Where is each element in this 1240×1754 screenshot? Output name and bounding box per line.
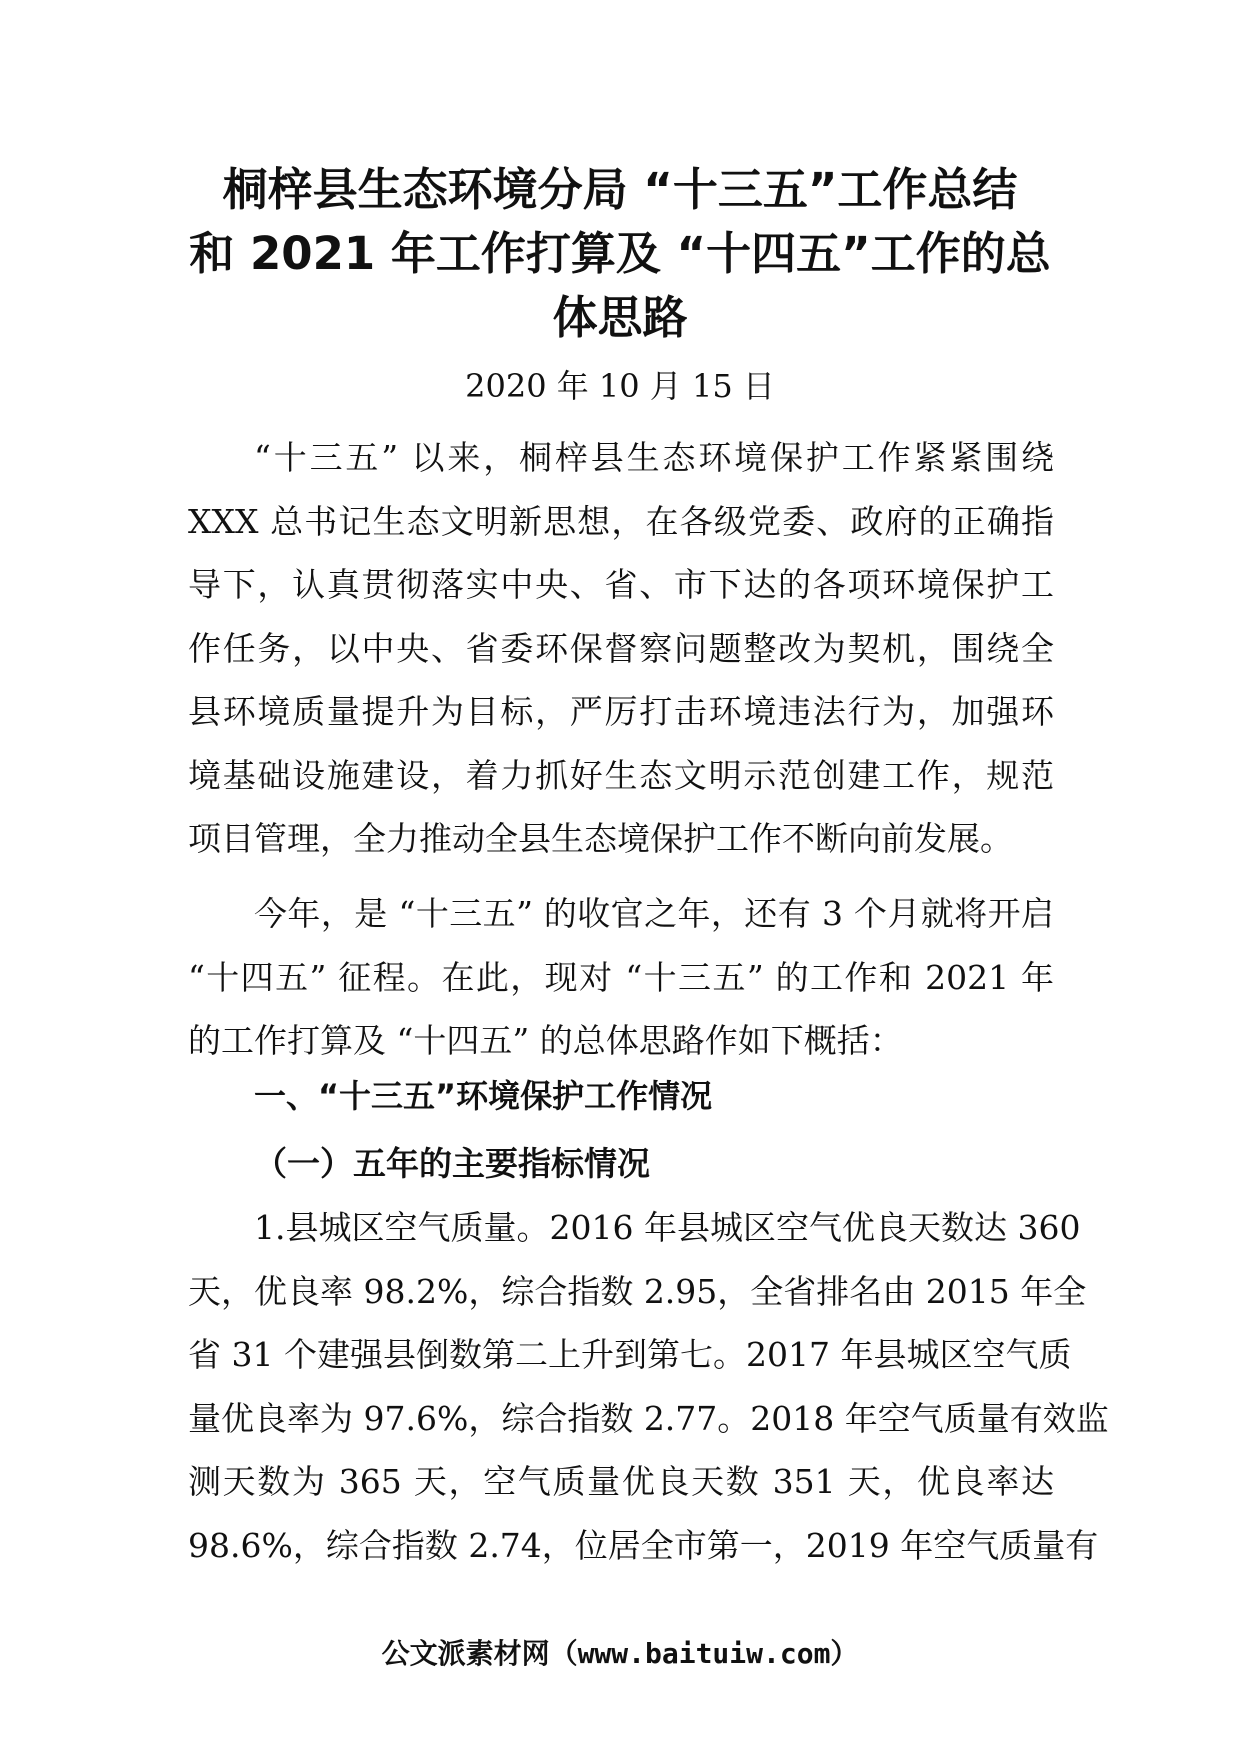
paragraph-line: 天，优良率 98.2%，综合指数 2.95，全省排名由 2015 年全 bbox=[188, 1271, 1087, 1311]
paragraph-line: 的工作打算及 “十四五” 的总体思路作如下概括： bbox=[188, 1021, 903, 1060]
paragraph-line: “十三五” 以来，桐梓县生态环境保护工作紧紧围绕 bbox=[254, 438, 1054, 477]
subsection-heading: （一）五年的主要指标情况 bbox=[254, 1144, 650, 1183]
title-line: 桐梓县生态环境分局 “十三五”工作总结 bbox=[222, 163, 1018, 216]
title-line: 体思路 bbox=[552, 291, 688, 344]
footer-watermark: 公文派素材网（www.baituiw.com） bbox=[381, 1637, 859, 1670]
paragraph-line: 县环境质量提升为目标，严厉打击环境违法行为，加强环 bbox=[188, 692, 1054, 731]
air-quality-paragraph bbox=[188, 1196, 1109, 1577]
summary-paragraph bbox=[188, 882, 1054, 1073]
paragraph-line: 项目管理，全力推动全县生态境保护工作不断向前发展。 bbox=[188, 819, 1013, 858]
paragraph-line: 量优良率为 97.6%，综合指数 2.77。2018 年空气质量有效监 bbox=[188, 1398, 1109, 1438]
document-title bbox=[160, 158, 1080, 350]
section-heading: 一、“十三五”环境保护工作情况 bbox=[254, 1077, 713, 1115]
title-line: 和 2021 年工作打算及 “十四五”工作的总 bbox=[189, 227, 1051, 280]
paragraph-line: “十四五” 征程。在此，现对 “十三五” 的工作和 2021 年 bbox=[188, 957, 1054, 997]
paragraph-line: 作任务，以中央、省委环保督察问题整改为契机，围绕全 bbox=[188, 628, 1054, 668]
paragraph-line: 今年，是 “十三五” 的收官之年，还有 3 个月就将开启 bbox=[254, 894, 1054, 933]
paragraph-line: 1.县城区空气质量。2016 年县城区空气优良天数达 360 bbox=[254, 1208, 1081, 1247]
paragraph-line: 测天数为 365 天，空气质量优良天数 351 天，优良率达 bbox=[188, 1462, 1054, 1501]
paragraph-line: 98.6%，综合指数 2.74，位居全市第一，2019 年空气质量有 bbox=[188, 1525, 1099, 1565]
paragraph-line: 境基础设施建设，着力抓好生态文明示范创建工作，规范 bbox=[188, 755, 1054, 795]
paragraph-line: 省 31 个建强县倒数第二上升到第七。2017 年县城区空气质 bbox=[188, 1335, 1072, 1374]
intro-paragraph bbox=[188, 426, 1054, 871]
paragraph-line: 导下，认真贯彻落实中央、省、市下达的各项环境保护工 bbox=[188, 565, 1054, 604]
document-date: 2020 年 10 月 15 日 bbox=[465, 367, 775, 405]
paragraph-line: XXX 总书记生态文明新思想，在各级党委、政府的正确指 bbox=[188, 501, 1054, 541]
